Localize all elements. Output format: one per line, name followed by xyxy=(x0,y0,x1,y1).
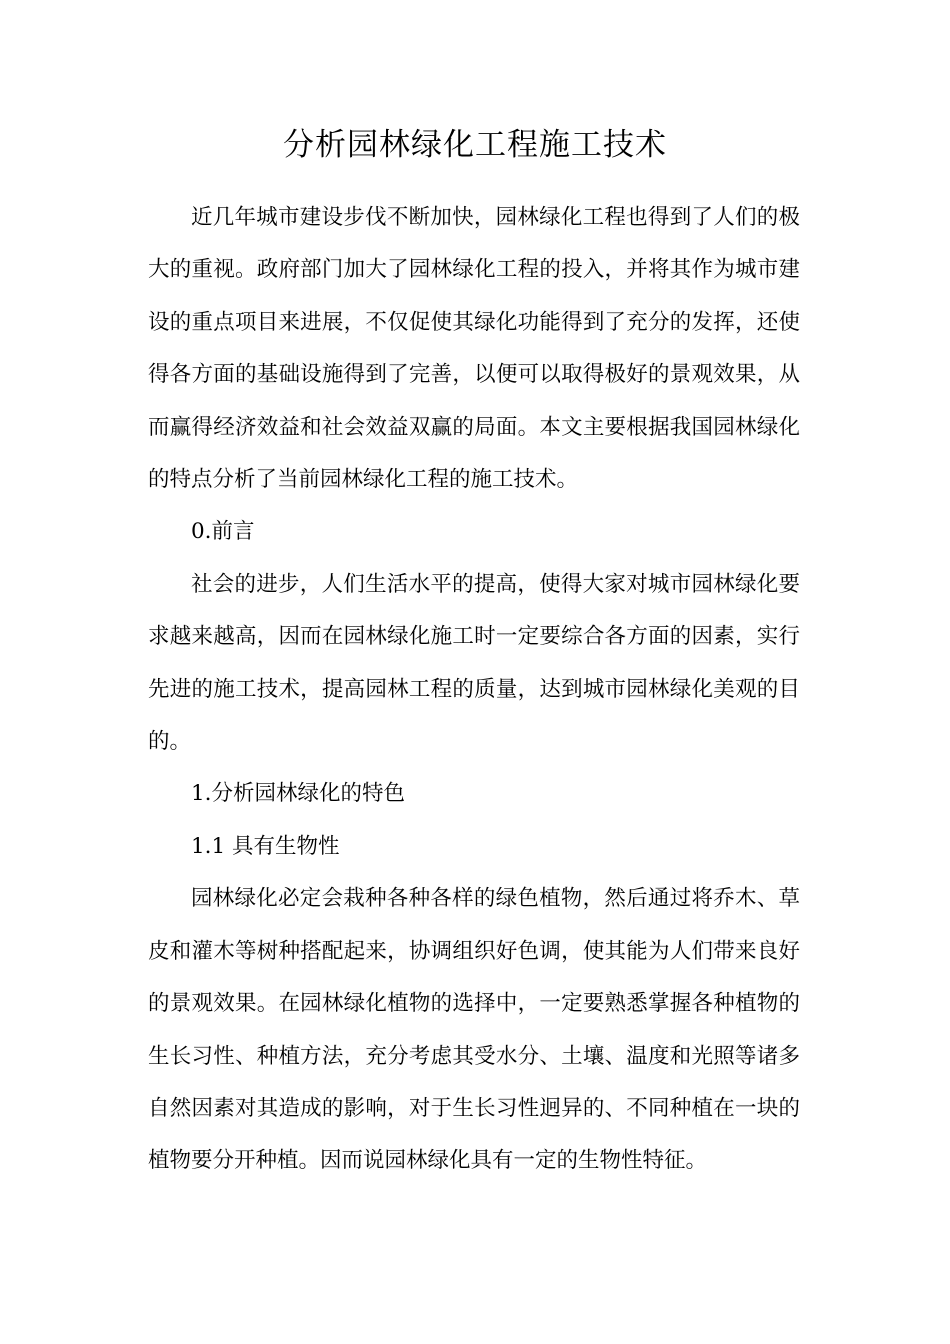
section-1-1-heading: 1.1 具有生物性 xyxy=(191,833,340,859)
document-title: 分析园林绿化工程施工技术 xyxy=(283,127,667,163)
section-1-1-paragraph: 园林绿化必定会栽种各种各样的绿色植物，然后通过将乔木、草皮和灌木等树种搭配起来，协调组织好色调，使其能为人们带来良好的景观效果。在园林绿化植物的选择中，一定要熟悉掌握各种植物的生长习性、种植方法，充分考虑其受水分、土壤、温度和光照等诸多自然因素对其造成的影响，对于生长习性迥异的、不同种植在一块的植物要分开种植。因而说园林绿化具有一定的生物性特征。 xyxy=(148,886,800,1174)
intro-paragraph: 近几年城市建设步伐不断加快，园林绿化工程也得到了人们的极大的重视。政府部门加大了园林绿化工程的投入，并将其作为城市建设的重点项目来进展，不仅促使其绿化功能得到了充分的发挥，还使得各方面的基础设施得到了完善，以便可以取得极好的景观效果，从而赢得经济效益和社会效益双赢的局面。本文主要根据我国园林绿化的特点分析了当前园林绿化工程的施工技术。 xyxy=(148,205,800,493)
section-1-heading: 1.分析园林绿化的特色 xyxy=(191,781,406,807)
section-0-heading: 0.前言 xyxy=(191,519,255,545)
document-body xyxy=(148,192,800,1188)
section-0-paragraph: 社会的进步，人们生活水平的提高，使得大家对城市园林绿化要求越来越高，因而在园林绿化施工时一定要综合各方面的因素，实行先进的施工技术，提高园林工程的质量，达到城市园林绿化美观的目的。 xyxy=(148,571,800,755)
